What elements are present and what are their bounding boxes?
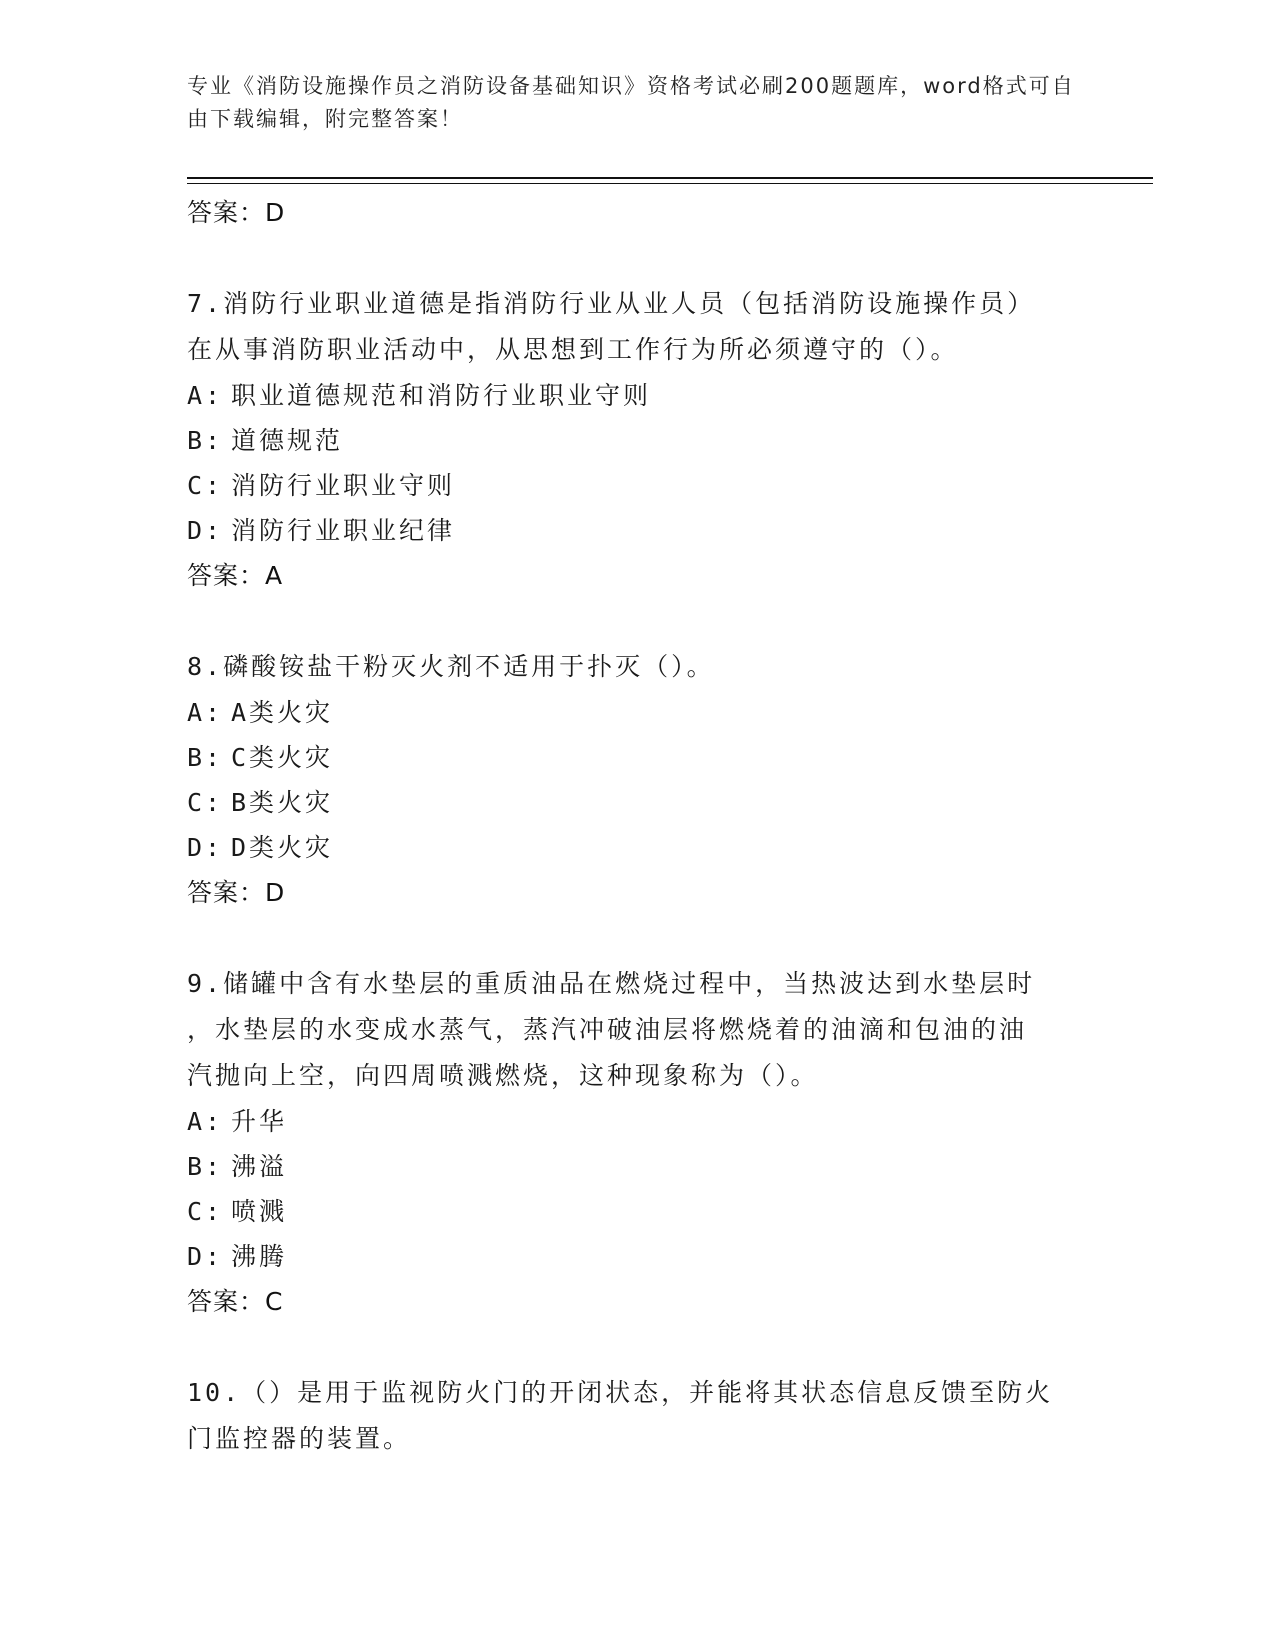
option-a (187, 690, 1087, 735)
document-body (187, 190, 1087, 1462)
document-header (187, 70, 1077, 136)
question-text-line: ，水垫层的水变成水蒸气，蒸汽冲破油层将燃烧着的油滴和包油的油 (187, 1015, 1028, 1044)
option-d (187, 825, 1087, 870)
question-9 (187, 961, 1087, 1325)
option-d (187, 508, 1087, 553)
option-text: D类火灾 (231, 833, 334, 862)
option-letter: C: (187, 788, 224, 817)
answer-line: 答案：D (187, 878, 286, 907)
option-b (187, 1144, 1087, 1189)
option-text: A类火灾 (231, 698, 334, 727)
option-text: 沸腾 (231, 1242, 288, 1271)
option-letter: A: (187, 381, 224, 410)
option-letter: A: (187, 1107, 224, 1136)
option-c (187, 780, 1087, 825)
option-letter: C: (187, 471, 224, 500)
option-letter: D: (187, 1242, 224, 1271)
option-letter: D: (187, 516, 224, 545)
question-text-line: 汽抛向上空，向四周喷溅燃烧，这种现象称为（）。 (187, 1061, 819, 1090)
header-title: 专业《消防设施操作员之消防设备基础知识》资格考试必刷200题题库，word格式可自由下载编辑，附完整答案！ (187, 74, 1075, 131)
option-c (187, 1189, 1087, 1234)
option-letter: B: (187, 743, 224, 772)
answer-line: 答案：C (187, 1287, 284, 1316)
option-text: C类火灾 (231, 743, 334, 772)
answer-line: 答案：D (187, 198, 286, 227)
question-text-line: 8.磷酸铵盐干粉灭火剂不适用于扑灭（）。 (187, 652, 715, 681)
option-a (187, 1099, 1087, 1144)
option-text: 喷溅 (231, 1197, 288, 1226)
option-c (187, 463, 1087, 508)
option-d (187, 1234, 1087, 1279)
question-7 (187, 281, 1087, 599)
option-a (187, 373, 1087, 418)
option-letter: D: (187, 833, 224, 862)
answer-line: 答案：A (187, 561, 284, 590)
question-text-line: 门监控器的装置。 (187, 1424, 412, 1453)
question-8 (187, 644, 1087, 916)
option-text: 职业道德规范和消防行业职业守则 (231, 381, 652, 410)
option-text: 升华 (231, 1107, 288, 1136)
question-text-line: 10.（）是用于监视防火门的开闭状态，并能将其状态信息反馈至防火 (187, 1378, 1054, 1407)
option-text: B类火灾 (231, 788, 334, 817)
option-letter: B: (187, 1152, 224, 1181)
option-text: 消防行业职业守则 (231, 471, 456, 500)
option-text: 道德规范 (231, 426, 344, 455)
option-letter: C: (187, 1197, 224, 1226)
option-letter: B: (187, 426, 224, 455)
question-text-line: 7.消防行业职业道德是指消防行业从业人员（包括消防设施操作员） (187, 289, 1036, 318)
header-divider-thick (187, 177, 1153, 179)
option-b (187, 418, 1087, 463)
option-text: 消防行业职业纪律 (231, 516, 456, 545)
option-letter: A: (187, 698, 224, 727)
question-text-line: 9.储罐中含有水垫层的重质油品在燃烧过程中，当热波达到水垫层时 (187, 969, 1036, 998)
question-10 (187, 1370, 1087, 1462)
question-text-line: 在从事消防职业活动中，从思想到工作行为所必须遵守的（）。 (187, 335, 959, 364)
header-divider-thin (187, 183, 1153, 184)
option-b (187, 735, 1087, 780)
option-text: 沸溢 (231, 1152, 288, 1181)
